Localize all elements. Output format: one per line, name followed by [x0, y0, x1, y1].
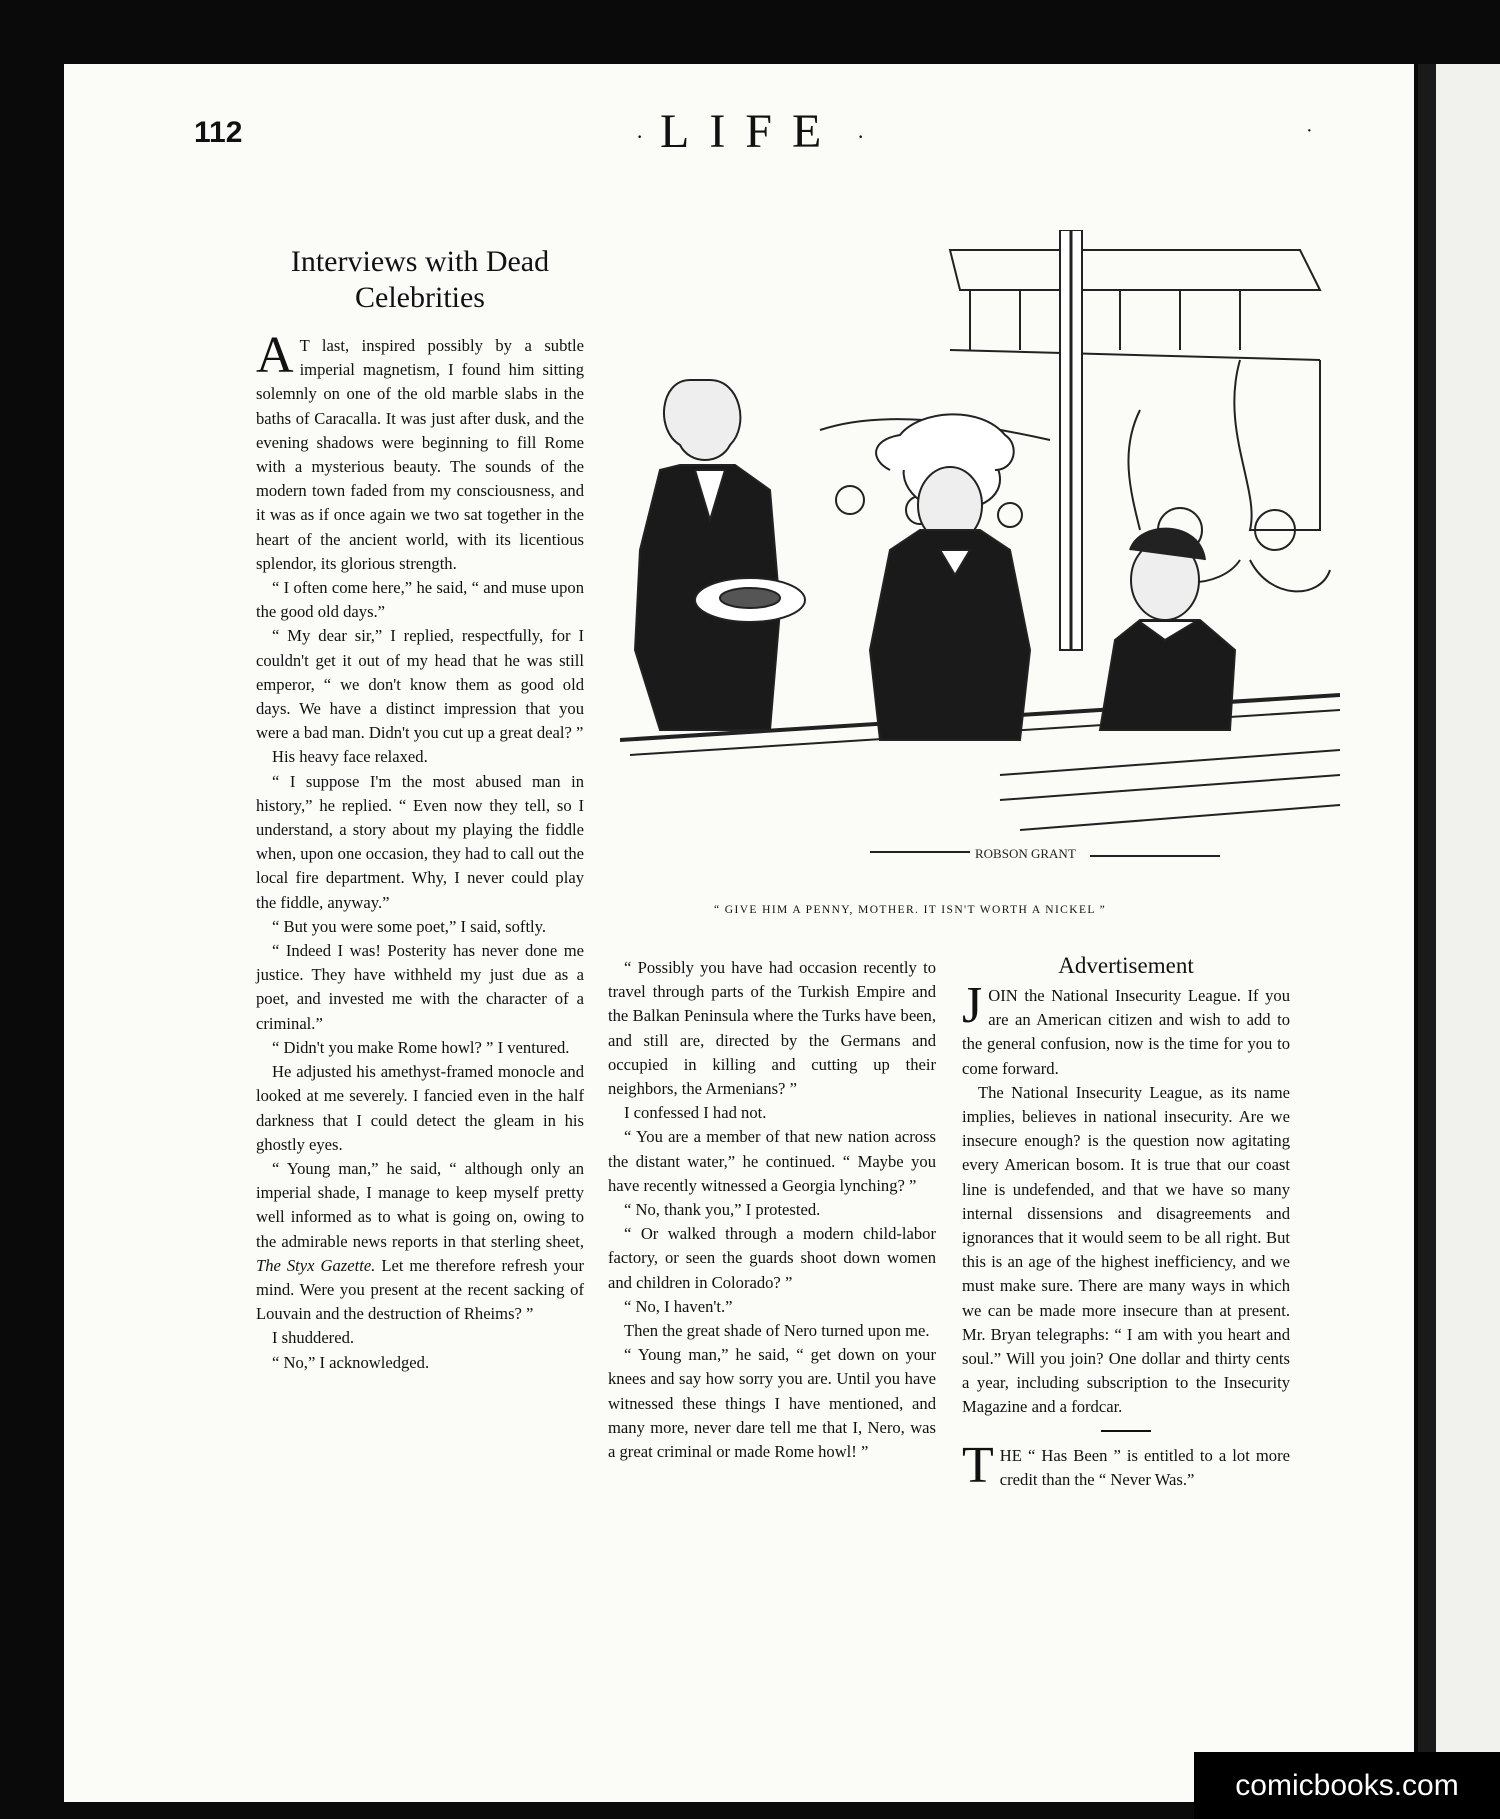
adjacent-page-edge	[1436, 64, 1500, 1802]
article-text: “ Young man,” he said, “ although only an imperial shade, I manage to keep myself pretty well informed as to what is going on, owing to the admirable news reports in that sterling sheet,	[256, 1158, 584, 1251]
article-column-1	[256, 244, 584, 1375]
publication-name: The Styx Gazette.	[256, 1255, 376, 1275]
article-paragraph	[256, 327, 584, 576]
drop-cap: T	[962, 1436, 994, 1494]
article-paragraph: “ No, I haven't.”	[624, 1296, 733, 1316]
article-paragraph: “ No, thank you,” I protested.	[624, 1200, 821, 1220]
site-watermark: comicbooks.com	[1194, 1752, 1500, 1819]
advertisement-paragraph	[962, 977, 1290, 1081]
article-paragraph: He adjusted his amethyst-framed monocle and looked at me severely. I fancied even in the half darkness that I could detect the gleam in his ghostly eyes.	[256, 1062, 584, 1154]
article-paragraph: “ I often come here,” he said, “ and muse upon the good old days.”	[256, 578, 584, 622]
article-paragraph: “ You are a member of that new nation across the distant water,” he continued. “ Maybe you have recently witnessed a Georgia lynching? ”	[608, 1127, 936, 1195]
article-paragraph: “ My dear sir,” I replied, respectfully, for I couldn't get it out of my head that he was still emperor, “ we don't know them as good old days. We have a distinct impression that you were a bad man. Didn't you cut up a great deal? ”	[256, 626, 584, 743]
article-title	[256, 244, 584, 316]
page-binding	[1418, 64, 1436, 1802]
article-title-line-1: Interviews with Dead	[290, 245, 550, 278]
cartoon-illustration	[620, 230, 1340, 890]
article-column-2	[608, 956, 936, 1464]
article-paragraph: “ No,” I acknowledged.	[272, 1352, 430, 1372]
article-paragraph: “ But you were some poet,” I said, softly.	[272, 916, 547, 936]
filler-paragraph	[962, 1436, 1290, 1494]
article-paragraph: Then the great shade of Nero turned upon me.	[624, 1321, 930, 1341]
article-paragraph: “ Didn't you make Rome howl? ” I ventured.	[272, 1037, 570, 1057]
article-paragraph: “ Possibly you have had occasion recently to travel through parts of the Turkish Empire and the Balkan Peninsula where the Turks have been, and still are, directed by the Germans and occupied in killing and cutting up their neighbors, the Armenians? ”	[608, 958, 936, 1099]
masthead-title: LIFE	[660, 105, 842, 158]
section-divider	[1101, 1430, 1151, 1432]
artist-signature: ROBSON GRANT	[975, 846, 1076, 861]
article-text: T last, inspired possibly by a subtle imperial magnetism, I found him sitting solemnly on one of the old marble slabs in the baths of Caracalla. It was just after dusk, and the evening shadows were beginning to fill Rome with a mysterious beauty. The sounds of the modern town faded from my consciousness, and it was as if once again we two sat together in the heart of the ancient world, with its licentious splendor, its glorious strength.	[256, 336, 584, 573]
masthead-dot-right: ·	[857, 124, 865, 149]
advertisement-paragraph: The National Insecurity League, as its name implies, believes in national insecurity. Are we insecure enough? is the question now agitating every American bosom. It is true that our coast line is undefended, and that we have so many internal dissensions and disagreements and ignorances that it would seem to be all right. But this is an age of the highest inefficiency, and we must make sure. There are many ways in which we can be made more insecure than at present. Mr. Bryan telegraphs: “ I am with you heart and soul.” Will you join? One dollar and thirty cents a year, including subscription to the Insecurity Magazine and a fordcar.	[962, 1082, 1290, 1417]
article-paragraph: “ Or walked through a modern child-labor factory, or seen the guards shoot down women and children in Colorado? ”	[608, 1224, 936, 1292]
filler-text: HE “ Has Been ” is entitled to a lot more credit than the “ Never Was.”	[999, 1445, 1290, 1489]
drop-cap: A	[256, 327, 294, 384]
article-title-line-2: Celebrities	[355, 281, 485, 314]
corner-dot: ·	[1306, 120, 1313, 142]
article-text: Let me therefore refresh your mind. Were you present at the recent sacking of Louvain and the destruction of Rheims? ”	[256, 1255, 584, 1324]
advertisement-heading: Advertisement	[1058, 953, 1194, 978]
advertisement-text: OIN the National Insecurity League. If you are an American citizen and wish to add to the general confusion, now is the time for you to come forward.	[962, 986, 1290, 1078]
page-number: 112	[194, 116, 243, 149]
article-paragraph: I confessed I had not.	[624, 1103, 767, 1123]
article-paragraph	[256, 1157, 584, 1326]
masthead-dot-left: ·	[636, 124, 644, 149]
drop-cap: J	[962, 977, 983, 1034]
advertisement-column	[962, 952, 1290, 1492]
article-paragraph: I shuddered.	[272, 1328, 355, 1348]
article-paragraph: “ Indeed I was! Posterity has never done me justice. They have withheld my just due as a poet, and invested me with the character of a criminal.”	[256, 941, 584, 1033]
illustration-caption: “ GIVE HIM A PENNY, MOTHER. IT ISN'T WORTH A NICKEL ”	[714, 904, 1107, 916]
article-paragraph: “ Young man,” he said, “ get down on your knees and say how sorry you are. Until you have witnessed these things I have mentioned, and many more, never dare tell me that I, Nero, was a great criminal or made Rome howl! ”	[608, 1345, 936, 1462]
article-paragraph: His heavy face relaxed.	[272, 747, 428, 767]
article-paragraph: “ I suppose I'm the most abused man in history,” he replied. “ Even now they tell, so I understand, a story about my playing the fiddle when, upon one occasion, they had to call out the local fire department. Why, I never could play the fiddle, anyway.”	[256, 771, 584, 912]
